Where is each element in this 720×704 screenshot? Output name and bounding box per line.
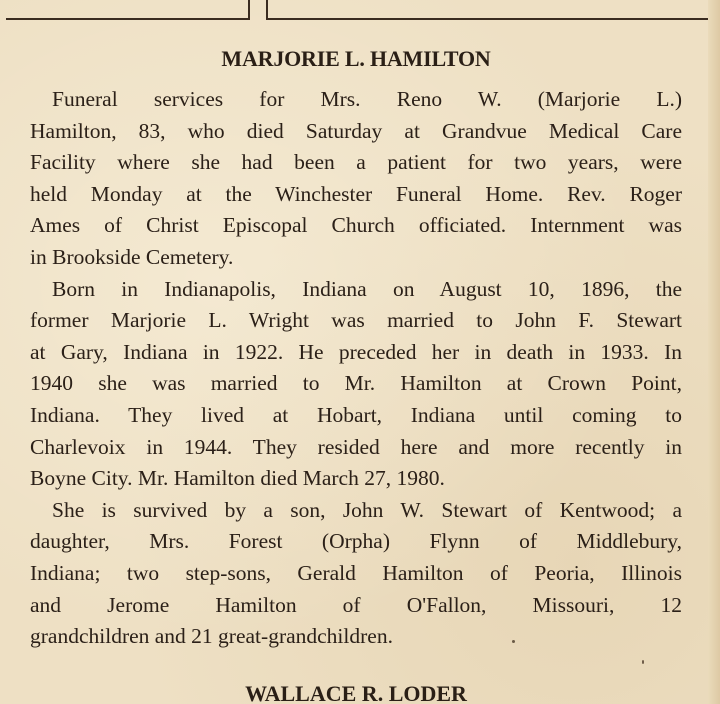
text-line: Charlevoix in 1944. They resided here and more recently in [30, 434, 682, 459]
paragraph-biography [30, 274, 682, 495]
text-line: She is survived by a son, John W. Stewart of Kentwood; a [52, 497, 682, 522]
paragraph-survivors [30, 495, 682, 653]
text-line: Boyne City. Mr. Hamilton died March 27, 1980. [30, 466, 445, 491]
text-line: and Jerome Hamilton of O'Fallon, Missouri, 12 [30, 592, 682, 617]
next-obituary-headline: WALLACE R. LODER [245, 681, 467, 704]
text-line: former Marjorie L. Wright was married to John F. Stewart [30, 308, 682, 333]
text-line: held Monday at the Winchester Funeral Home. Rev. Roger [30, 181, 682, 206]
obituary-headline: MARJORIE L. HAMILTON [221, 45, 491, 72]
column-rule-left [6, 0, 250, 20]
text-line: grandchildren and 21 great-grandchildren. [30, 624, 393, 649]
column-rule-right [266, 0, 708, 20]
text-line: Hamilton, 83, who died Saturday at Grandvue Medical Care [30, 118, 682, 143]
clipping-edge [708, 0, 720, 704]
text-line: daughter, Mrs. Forest (Orpha) Flynn of Middlebury, [30, 529, 682, 554]
text-line: Indiana. They lived at Hobart, Indiana until coming to [30, 402, 682, 427]
paragraph-funeral-services [30, 84, 682, 274]
print-speck [512, 640, 515, 643]
print-speck [642, 660, 644, 664]
text-line: at Gary, Indiana in 1922. He preceded her in death in 1933. In [30, 339, 682, 364]
text-line: Indiana; two step-sons, Gerald Hamilton of Peoria, Illinois [30, 560, 682, 585]
text-line: Born in Indianapolis, Indiana on August 10, 1896, the [52, 276, 682, 301]
text-line: 1940 she was married to Mr. Hamilton at Crown Point, [30, 371, 682, 396]
text-line: Facility where she had been a patient for two years, were [30, 150, 682, 175]
obituary-body [30, 84, 682, 653]
text-line: Funeral services for Mrs. Reno W. (Marjorie L.) [52, 87, 682, 111]
text-line: in Brookside Cemetery. [30, 244, 234, 269]
text-line: Ames of Christ Episcopal Church officiated. Internment was [30, 213, 682, 238]
